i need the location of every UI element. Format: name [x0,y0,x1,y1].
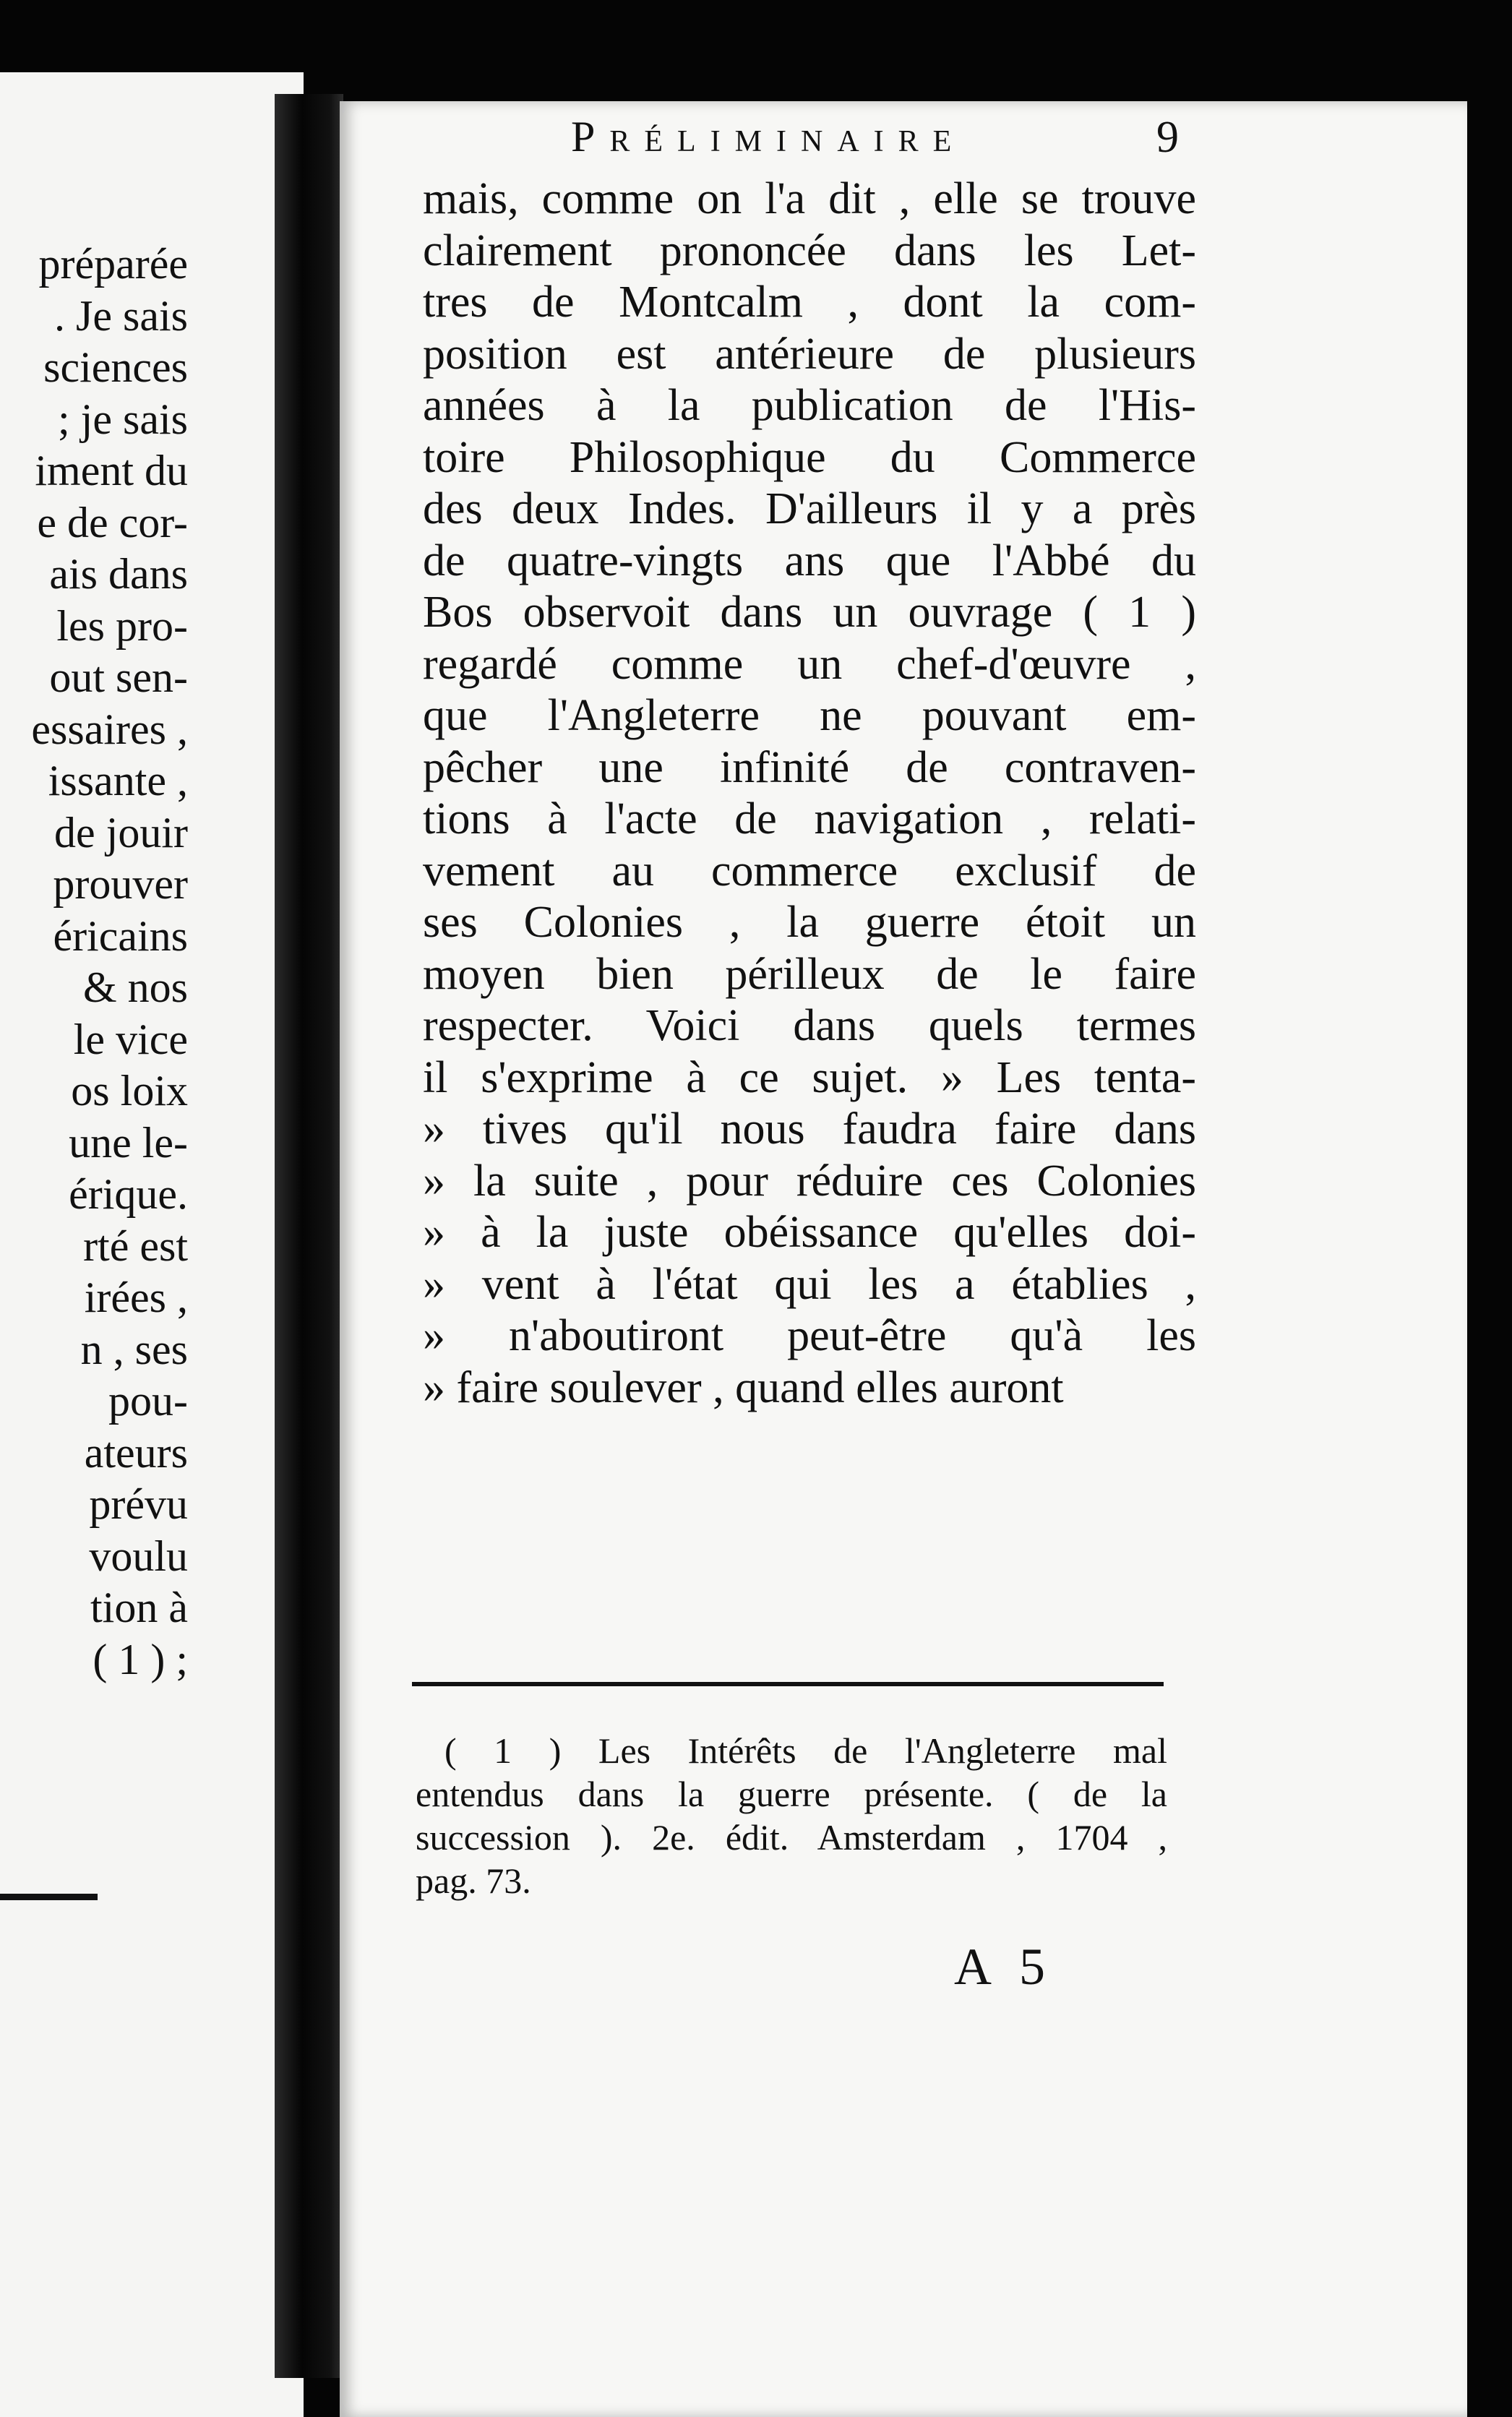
text-line: pou- [108,1377,188,1425]
book-gutter [275,94,343,2378]
left-footnote-rule [0,1894,98,1900]
text-line: n , ses [80,1325,188,1373]
text-line: position est antérieure de plusieurs [423,329,1196,379]
footnote [416,1729,1167,1902]
text-line: » la suite , pour réduire ces Colonies [423,1156,1196,1206]
text-line: vement au commerce exclusif de [423,846,1196,896]
text-line: irées , [84,1274,188,1321]
text-line: clairement prononcée dans les Let- [423,226,1196,275]
text-line: tions à l'acte de navigation , relati- [423,794,1196,843]
text-line: que l'Angleterre ne pouvant em- [423,691,1196,740]
footnote-rule [412,1682,1164,1686]
text-line: éricains [53,911,188,960]
text-line: ( 1 ) ; [93,1635,188,1683]
text-line: Bos observoit dans un ouvrage ( 1 ) [423,588,1196,637]
text-line: les pro- [56,601,188,650]
text-line: » vent à l'état qui les a établies , [423,1259,1196,1309]
text-line: tres de Montcalm , dont la com- [423,278,1196,327]
text-line: érique. [69,1170,188,1218]
text-line: voulu [89,1532,188,1580]
text-line: une le- [69,1118,188,1167]
running-head: Préliminaire [571,113,966,160]
text-line: rté est [83,1222,188,1270]
text-line: ateurs [84,1428,188,1477]
text-line: il s'exprime à ce sujet. » Les tenta- [423,1052,1196,1102]
left-page [0,72,304,2417]
text-line: ses Colonies , la guerre étoit un [423,898,1196,947]
footnote-line: pag. 73. [416,1860,531,1901]
text-line: essaires , [31,705,188,753]
text-line: os loix [71,1067,188,1115]
footnote-line: succession ). 2e. édit. Amsterdam , 1704 , [416,1817,1167,1858]
text-line: ; je sais [58,395,188,443]
body-text [423,173,1196,1414]
text-line: iment du [35,447,188,494]
text-line: années à la publication de l'His- [423,381,1196,430]
text-line: » n'aboutiront peut-être qu'à les [423,1311,1196,1360]
text-line: » faire soulever , quand elles auront [423,1362,1064,1412]
page-number: 9 [1156,113,1179,162]
text-line: respecter. Voici dans quels termes [423,1001,1196,1050]
text-line: sciences [43,343,188,391]
text-line: regardé comme un chef-d'œuvre , [423,639,1196,689]
text-line: . Je sais [54,291,188,340]
text-line: e de cor- [37,498,188,546]
text-line: » tives qu'il nous faudra faire dans [423,1104,1196,1154]
text-line: issante , [48,757,188,804]
text-line: pêcher une infinité de contraven- [423,742,1196,792]
text-line: de jouir [54,808,188,857]
text-line: tion à [90,1584,188,1631]
text-line: ais dans [49,550,188,598]
text-line: prévu [89,1480,188,1528]
footnote-line: entendus dans la guerre présente. ( de la [416,1774,1167,1814]
text-line: le vice [73,1015,188,1063]
text-line: prouver [53,860,188,908]
text-line: de quatre-vingts ans que l'Abbé du [423,536,1196,585]
footnote-line: ( 1 ) Les Intérêts de l'Angleterre mal [444,1730,1167,1771]
signature-mark: A 5 [954,1938,1054,1996]
text-line: préparée [38,240,188,288]
text-line: toire Philosophique du Commerce [423,432,1196,482]
text-line: moyen bien périlleux de le faire [423,949,1196,999]
text-line: & nos [82,963,188,1011]
text-line: des deux Indes. D'ailleurs il y a près [423,484,1196,533]
left-page-text [0,239,188,1686]
text-line: mais, comme on l'a dit , elle se trouve [423,174,1196,223]
text-line: » à la juste obéissance qu'elles doi- [423,1208,1196,1257]
text-line: out sen- [49,653,188,701]
